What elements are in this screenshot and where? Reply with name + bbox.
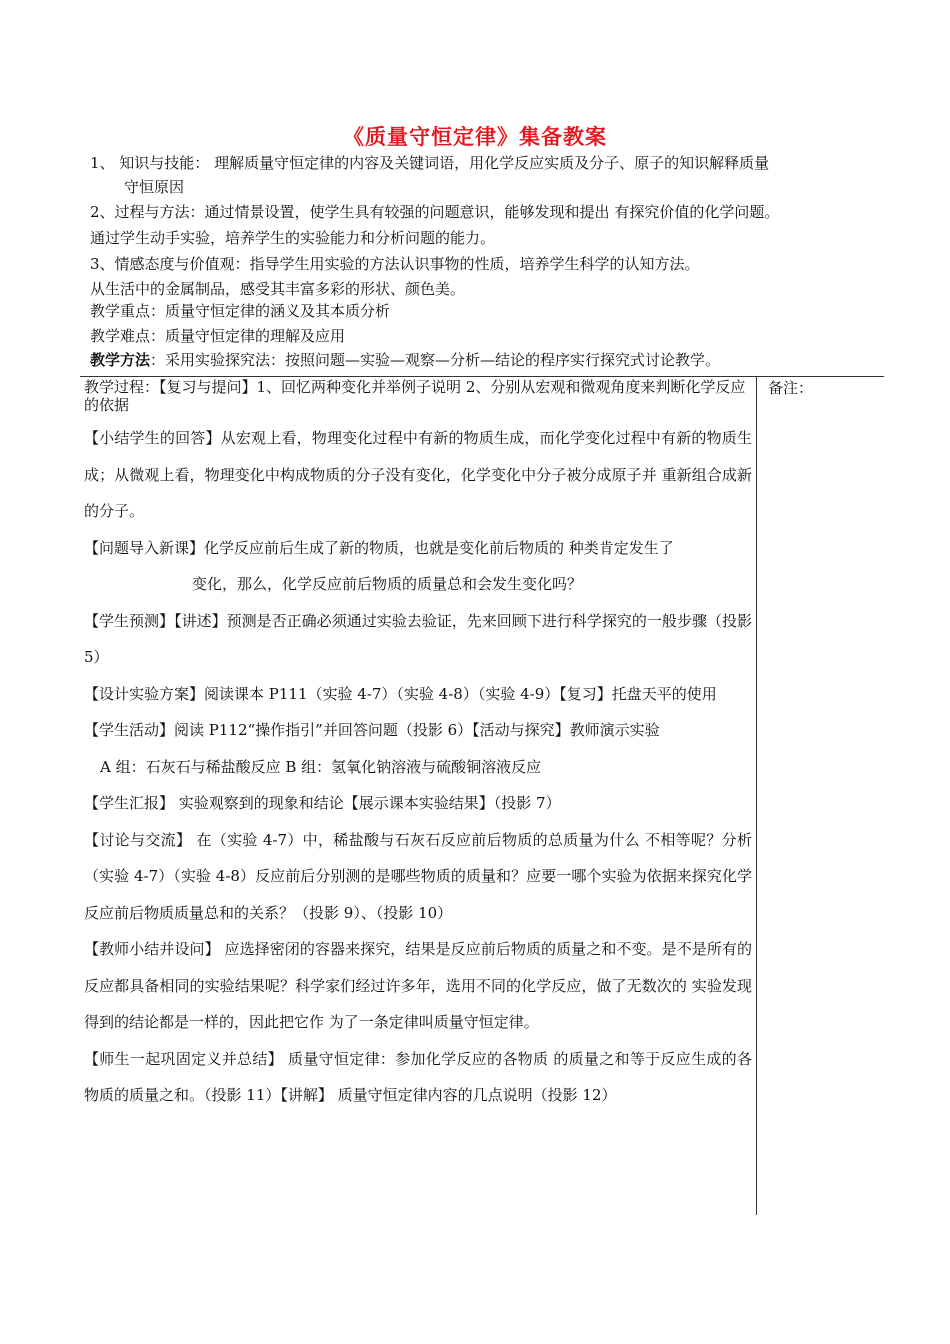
teaching-focus: 教学重点：质量守恒定律的涵义及其本质分析 — [90, 302, 391, 320]
table-top-rule — [80, 376, 884, 377]
table-column-divider — [756, 377, 757, 1215]
process-experiment-groups: A 组：石灰石与稀盐酸反应 B 组：氢氧化钠溶液与硫酸铜溶液反应 — [100, 757, 542, 776]
process-definition: 【师生一起巩固定义并总结】 质量守恒定律：参加化学反应的各物质 的质量之和等于反应生成的各物质的质量之和。（投影 11）【讲解】 质量守恒定律内容的几点说明（投影 12） — [84, 1049, 752, 1104]
objective-process-line1: 2、过程与方法：通过情景设置，使学生具有较强的问题意识，能够发现和提出 有探究价值的化学问题。 — [90, 203, 780, 221]
process-introduction: 【问题导入新课】化学反应前后生成了新的物质，也就是变化前后物质的 种类肯定发生了 — [84, 538, 674, 557]
process-teacher-summary: 【教师小结并设问】 应选择密闭的容器来探究，结果是反应前后物质的质量之和不变。是不是所有的反应都具备相同的实验结果呢？科学家们经过许多年，选用不同的化学反应，做了无数次的 实验发现得到的结论都是一样的，因此把它作 为了一条定律叫质量守恒定律。 — [84, 940, 752, 1031]
process-prediction: 【学生预测】【讲述】预测是否正确必须通过实验去验证，先来回顾下进行科学探究的一般步骤（投影 5） — [84, 611, 752, 666]
objective-process-line2: 通过学生动手实验，培养学生的实验能力和分析问题的能力。 — [90, 229, 496, 247]
process-review: 教学过程：【复习与提问】1、回忆两种变化并举例子说明 2、分别从宏观和微观角度来判断化学反应的依据 — [84, 378, 746, 414]
teaching-process — [84, 378, 752, 1114]
document-title: 《质量守恒定律》集备教案 — [343, 125, 607, 149]
process-student-report: 【学生汇报】 实验观察到的现象和结论【展示课本实验结果】（投影 7） — [84, 794, 561, 812]
teaching-difficulty: 教学难点：质量守恒定律的理解及应用 — [90, 327, 346, 345]
objective-knowledge — [90, 153, 769, 197]
objective-knowledge-line2: 守恒原因 — [124, 178, 185, 196]
teaching-method-label: 教学方法 — [90, 351, 151, 369]
process-introduction-question: 变化，那么，化学反应前后物质的质量总和会发生变化吗？ — [192, 575, 583, 593]
objective-knowledge-line1: 1、 知识与技能： 理解质量守恒定律的内容及关键词语，用化学反应实质及分子、原子的知识解释质量 — [90, 154, 770, 172]
objective-emotion-line2: 从生活中的金属制品，感受其丰富多彩的形状、颜色美。 — [90, 280, 466, 298]
teaching-method-text: ：采用实验探究法：按照问题—实验—观察—分析—结论的程序实行探究式讨论教学。 — [150, 351, 721, 369]
remarks-label: 备注： — [768, 379, 814, 397]
process-summary: 【小结学生的回答】从宏观上看，物理变化过程中有新的物质生成，而化学变化过程中有新的物质生成；从微观上看，物理变化中构成物质的分子没有变化，化学变化中分子被分成原子并 重新组合成新的分子。 — [84, 429, 752, 520]
teaching-method — [90, 350, 720, 370]
process-experiment-design: 【设计实验方案】阅读课本 P111（实验 4-7）（实验 4-8）（实验 4-9）【复习】托盘天平的使用 — [84, 684, 717, 703]
process-discussion: 【讨论与交流】 在（实验 4-7）中，稀盐酸与石灰石反应前后物质的总质量为什么 不相等呢？分析（实验 4-7）（实验 4-8）反应前后分别测的是哪些物质的质量和？应要一哪个实验为依据来探究化学反应前后物质质量总和的关系？（投影 9）、（投影 10） — [84, 830, 752, 922]
objective-emotion-line1: 3、情感态度与价值观：指导学生用实验的方法认识事物的性质，培养学生科学的认知方法。 — [90, 255, 700, 273]
process-student-activity: 【学生活动】阅读 P112“操作指引”并回答问题（投影 6）【活动与探究】教师演示实验 — [84, 721, 660, 739]
